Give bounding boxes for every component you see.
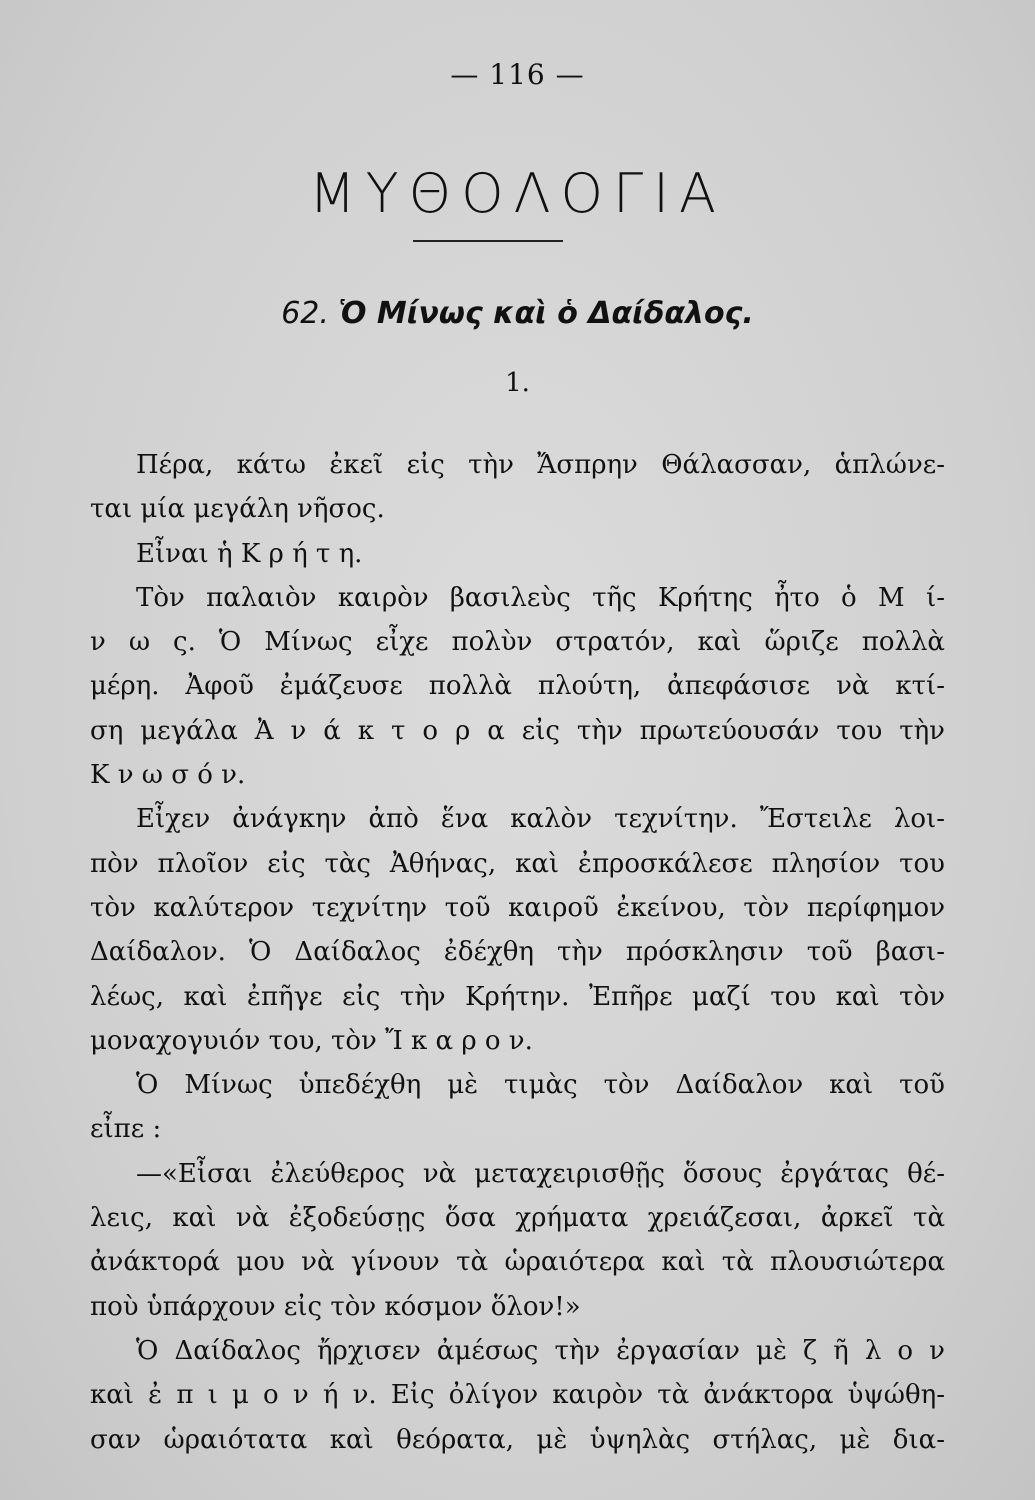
text-line: Πέρα, κάτω ἐκεῖ εἰς τὴν Ἄσπρην Θάλασσαν, ἁπλώνε-: [136, 450, 945, 480]
chapter-number: 62.: [281, 296, 329, 331]
text-line: τὸν καλύτερον τεχνίτην τοῦ καιροῦ ἐκείνου, τὸν περίφημον: [90, 892, 945, 923]
text-line: Εἶχεν ἀνάγκην ἀπὸ ἕνα καλὸν τεχνίτην. Ἔστειλε λοι-: [136, 804, 945, 835]
text-line: λέως, καὶ ἐπῆγε εἰς τὴν Κρήτην. Ἐπῆρε μαζί του καὶ τὸν: [90, 981, 945, 1012]
text-line: σαν ὡραιότατα καὶ θεόρατα, μὲ ὑψηλὰς στήλας, μὲ δια-: [90, 1424, 945, 1455]
text-line: ἀνάκτορά μου νὰ γίνουν τὰ ὡραιότερα καὶ τὰ πλουσιώτερα: [90, 1247, 945, 1278]
page-number: — 116 —: [450, 58, 585, 91]
text-line: Κ ν ω σ ό ν.: [90, 760, 246, 791]
section-number: 1.: [505, 368, 530, 398]
text-line: Δαίδαλον. Ὁ Δαίδαλος ἐδέχθη τὴν πρόσκλησιν τοῦ βασι-: [90, 937, 945, 968]
text-line: —«Εἶσαι ἐλεύθερος νὰ μεταχειρισθῇς ὅσους ἐργάτας θέ-: [136, 1158, 945, 1189]
text-line: ση μεγάλα Ἀ ν ά κ τ ο ρ α εἰς τὴν πρωτεύουσάν του τὴν: [90, 715, 945, 746]
text-line: ποὺ ὑπάρχουν εἰς τὸν κόσμον ὅλον!»: [90, 1291, 581, 1322]
text-line: εἶπε :: [90, 1114, 162, 1145]
title-divider: [413, 240, 563, 242]
text-line: μοναχογυιόν του, τὸν Ἴ κ α ρ ο ν.: [90, 1025, 533, 1056]
text-line: Εἶναι ἡ Κ ρ ή τ η.: [136, 538, 363, 569]
text-line: Τὸν παλαιὸν καιρὸν βασιλεὺς τῆς Κρήτης ἦτο ὁ Μ ί-: [136, 582, 945, 613]
text-line: ται μία μεγάλη νῆσος.: [90, 494, 385, 525]
body-text: [90, 443, 945, 1462]
text-line: πὸν πλοῖον εἰς τὰς Ἀθήνας, καὶ ἐπροσκάλεσε πλησίον του: [90, 848, 945, 879]
text-line: λεις, καὶ νὰ ἐξοδεύσῃς ὅσα χρήματα χρειάζεσαι, ἀρκεῖ τὰ: [90, 1203, 945, 1234]
text-line: Ὁ Μίνως ὑπεδέχθη μὲ τιμὰς τὸν Δαίδαλον καὶ τοῦ: [136, 1070, 945, 1101]
page-title: ΜΥΘΟΛΟΓΙΑ: [309, 162, 726, 225]
text-line: καὶ ἐ π ι μ ο ν ή ν. Εἰς ὀλίγον καιρὸν τὰ ἀνάκτορα ὑψώθη-: [90, 1380, 945, 1411]
text-line: Ὁ Δαίδαλος ἤρχισεν ἀμέσως τὴν ἐργασίαν μὲ ζ ῆ λ ο ν: [136, 1335, 945, 1366]
text-line: μέρη. Ἀφοῦ ἐμάζευσε πολλὰ πλούτη, ἀπεφάσισε νὰ κτί-: [90, 671, 945, 702]
chapter-title: Ὁ Μίνως καὶ ὁ Δαίδαλος.: [338, 296, 754, 331]
chapter-heading: [0, 296, 1035, 331]
text-line: ν ω ς. Ὁ Μίνως εἶχε πολὺν στρατόν, καὶ ὥριζε πολλὰ: [90, 627, 945, 658]
